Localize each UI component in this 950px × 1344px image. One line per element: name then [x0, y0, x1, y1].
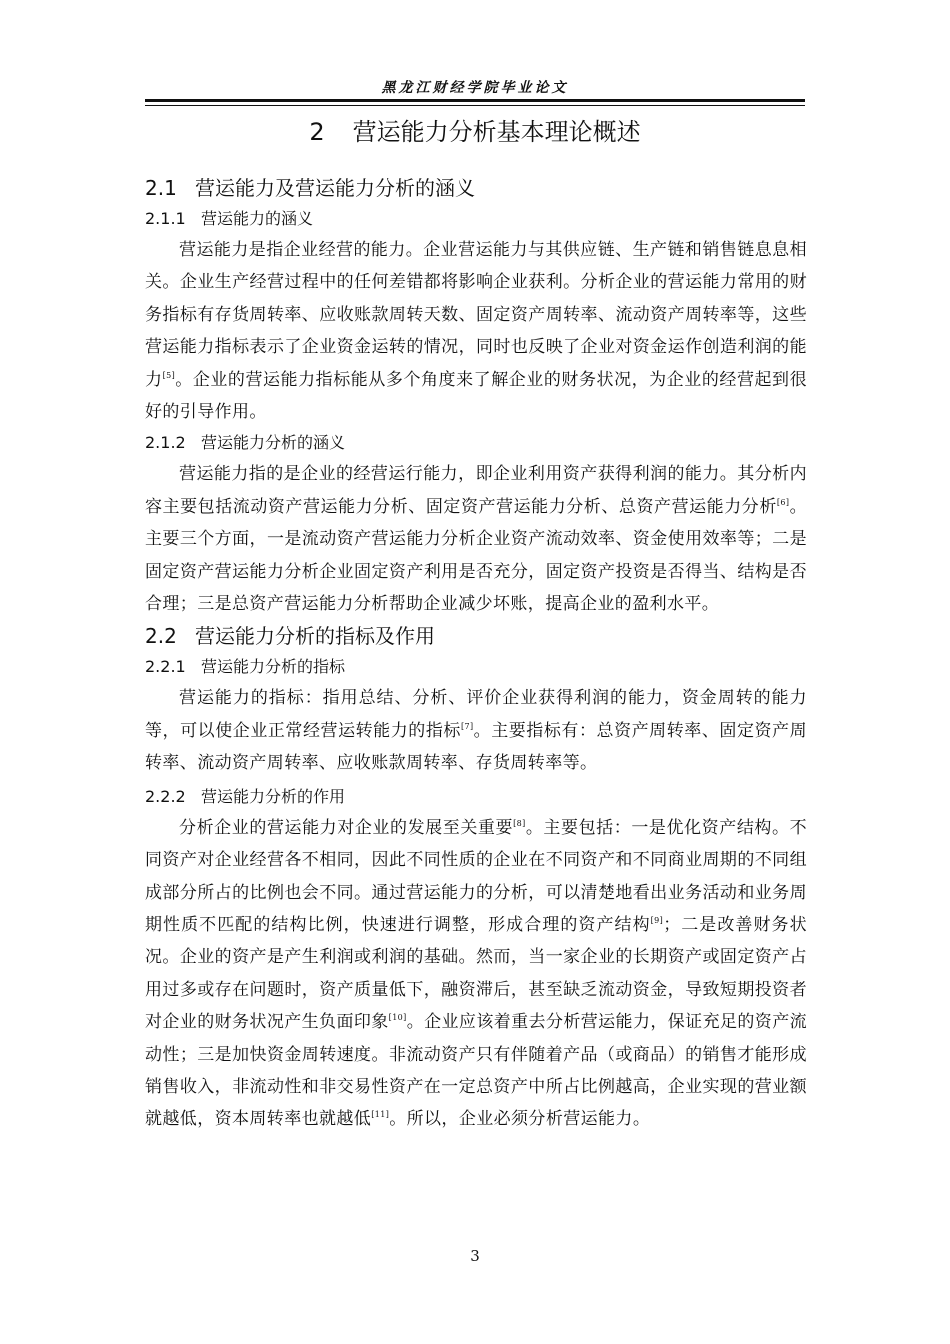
chapter-title-text: 营运能力分析基本理论概述	[352, 118, 641, 146]
header-rule-thick	[145, 99, 805, 102]
subsection-title: 营运能力分析的指标	[201, 657, 346, 677]
subsection-heading-2-1-2	[145, 430, 807, 458]
subsection-title: 营运能力的涵义	[201, 209, 314, 228]
paragraph-text: 营运能力是指企业经营的能力。企业营运能力与其供应链、生产链和销售链息息相关。企业生产经营过程中的任何差错都将影响企业获利。分析企业的营运能力常用的财务指标有存货周转率、应收账款周转天数、固定资产周转率、流动资产周转率等，这些营运能力指标表示了企业资金运转的情况，同时也反映了企业对资金运作创造利润的能力	[145, 240, 807, 390]
citation: [11]	[371, 1110, 390, 1120]
paragraph-text: 营运能力的指标：指用总结、分析、评价企业获得利润的能力，资金周转的能力等，可以使企业正常经营运转能力的指标	[145, 688, 807, 741]
section-heading-2-2	[145, 622, 807, 654]
chapter-number: 2	[309, 118, 325, 146]
subsection-heading-2-2-2	[145, 784, 807, 812]
paragraph-2-2-1	[145, 682, 807, 779]
section-number: 2.1	[145, 176, 177, 200]
paragraph-2-1-1	[145, 234, 807, 428]
citation: [7]	[460, 721, 474, 731]
subsection-number: 2.2.1	[145, 657, 186, 677]
section-number: 2.2	[145, 624, 177, 649]
paragraph-text: 。主要三个方面，一是流动资产营运能力分析企业资产流动效率、资金使用效率等；二是固定资产营运能力分析企业固定资产利用是否充分，固定资产投资是否得当、结构是否合理；三是总资产营运能力分析帮助企业减少坏账，提高企业的盈利水平。	[145, 496, 807, 615]
paragraph-text: 分析企业的营运能力对企业的发展至关重要	[179, 817, 514, 838]
section-title: 营运能力及营运能力分析的涵义	[195, 176, 475, 200]
section-heading-2-1	[145, 174, 807, 204]
citation: [8]	[513, 818, 526, 828]
paragraph-text: 。主要包括：一是优化资产结构。不同资产对企业经营各不相同，因此不同性质的企业在不同资产和不同商业周期的不同组成部分所占的比例也会不同。通过营运能力的分析，可以清楚地看出业务活动和业务周期性质不匹配的结构比例，快速进行调整，形成合理的资产结构	[145, 817, 807, 935]
paragraph-text: 。企业的营运能力指标能从多个角度来了解企业的财务状况，为企业的经营起到很好的引导作用。	[145, 369, 807, 423]
citation: [9]	[650, 915, 664, 925]
page-body	[145, 174, 807, 1136]
chapter-title	[145, 116, 805, 148]
page-number: 3	[470, 1247, 480, 1265]
subsection-number: 2.1.2	[145, 433, 186, 453]
paragraph-2-2-2	[145, 812, 807, 1136]
citation: [10]	[388, 1013, 407, 1023]
paragraph-text: 。所以，企业必须分析营运能力。	[389, 1109, 651, 1130]
paragraph-text: 营运能力指的是企业的经营运行能力，即企业利用资产获得利润的能力。其分析内容主要包括流动资产营运能力分析、固定资产营运能力分析、总资产营运能力分析	[145, 464, 807, 517]
running-header: 黑龙江财经学院毕业论文	[381, 80, 569, 96]
paragraph-text: 。主要指标有：总资产周转率、固定资产周转率、流动资产周转率、应收账款周转率、存货周转率等。	[145, 720, 807, 774]
section-title: 营运能力分析的指标及作用	[195, 624, 435, 649]
citation: [6]	[776, 497, 790, 507]
paragraph-text: 。企业应该着重去分析营运能力，保证充足的资产流动性；三是加快资金周转速度。非流动资产只有伴随着产品（或商品）的销售才能形成销售收入，非流动性和非交易性资产在一定总资产中所占比例越高，企业实现的营业额就越低，资本周转率也就越低	[145, 1012, 807, 1130]
paragraph-text: ；二是改善财务状况。企业的资产是产生利润或利润的基础。然而，当一家企业的长期资产或固定资产占用过多或存在问题时，资产质量低下，融资滞后，甚至缺乏流动资金，导致短期投资者对企业的财务状况产生负面印象	[145, 914, 807, 1033]
subsection-title: 营运能力分析的涵义	[201, 433, 346, 453]
header-rule-thin	[145, 105, 805, 106]
subsection-heading-2-2-1	[145, 654, 807, 682]
subsection-number: 2.2.2	[145, 786, 186, 806]
subsection-number: 2.1.1	[145, 209, 186, 228]
citation: [5]	[162, 370, 176, 380]
subsection-title: 营运能力分析的作用	[201, 786, 346, 806]
paragraph-2-1-2	[145, 458, 807, 620]
subsection-heading-2-1-1	[145, 206, 807, 234]
